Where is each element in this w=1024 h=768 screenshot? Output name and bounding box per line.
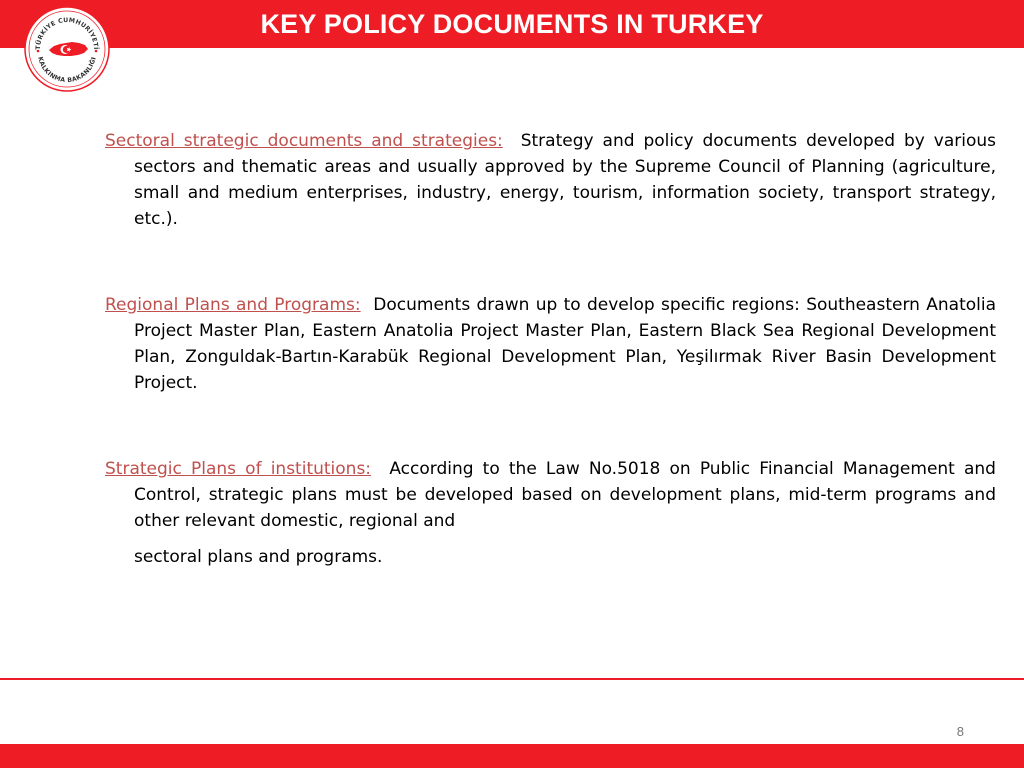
ministry-seal-icon	[24, 6, 110, 92]
item-label: Sectoral strategic documents and strategies:	[105, 131, 503, 151]
list-item	[105, 292, 996, 396]
item-label: Strategic Plans of institutions:	[105, 459, 372, 479]
footer-bar	[0, 744, 1024, 768]
footer-divider	[0, 678, 1024, 680]
logo-top-text: TÜRKİYE CUMHURİYETİ	[34, 16, 100, 50]
list-item	[105, 456, 996, 570]
item-text: According to the Law No.5018 on Public Financial Management and Control, strategic plans must be developed based on development plans, mid-term programs and other relevant domestic, regional and	[134, 459, 996, 531]
page-number: 8	[956, 724, 964, 739]
logo-bottom-text: KALKINMA BAKANLIĞI	[36, 56, 98, 85]
item-label: Regional Plans and Programs:	[105, 295, 361, 315]
list-item	[105, 128, 996, 232]
content-body	[105, 128, 996, 570]
item-text-last-line: sectoral plans and programs.	[134, 547, 383, 567]
item-text: Strategy and policy documents developed by various sectors and thematic areas and usually approved by the Supreme Council of Planning (agriculture, small and medium enterprises, industry, energy, tourism, information society, transport strategy, etc.).	[134, 131, 996, 229]
page-title: KEY POLICY DOCUMENTS IN TURKEY	[260, 9, 764, 39]
item-text: Documents drawn up to develop specific regions: Southeastern Anatolia Project Master Plan, Eastern Anatolia Project Master Plan, Eastern Black Sea Regional Development Plan, Zonguldak-Bartın-Karabük Regional Development Plan, Yeşilırmak River Basin Development Project.	[134, 295, 996, 393]
